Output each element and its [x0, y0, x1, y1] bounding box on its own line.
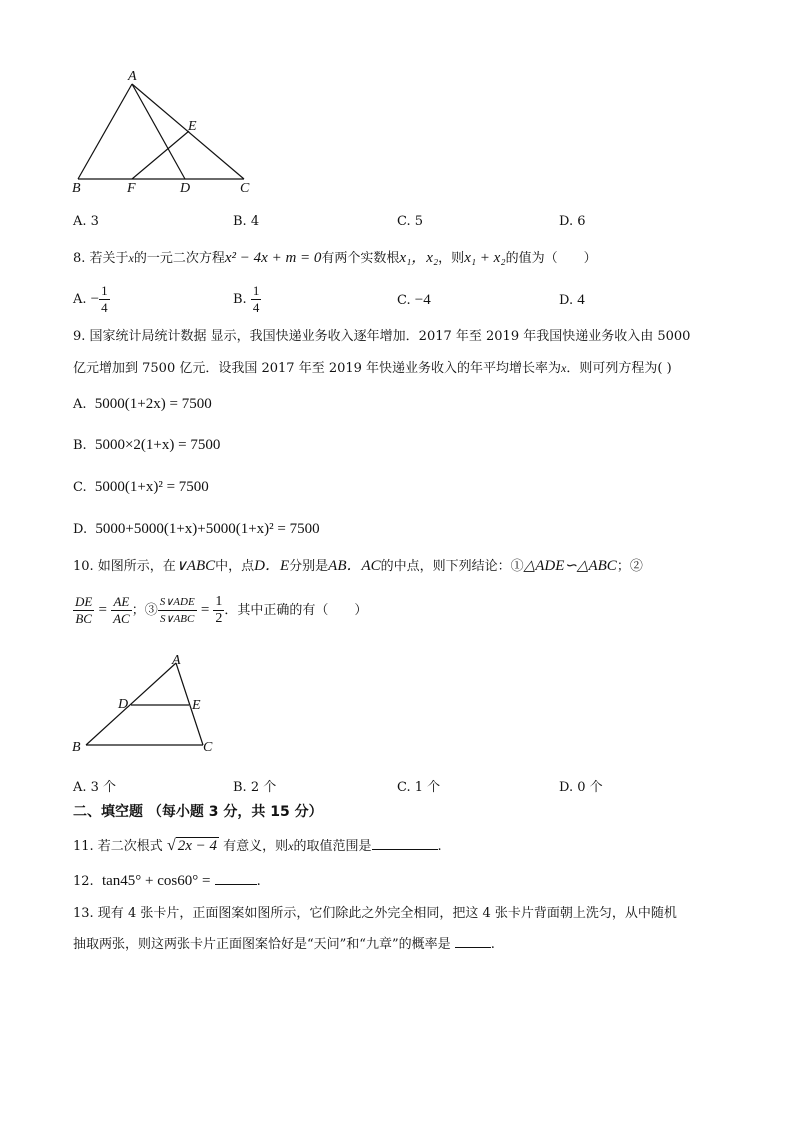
fraction-ae-ac: $\frac{AE}{AC}$ — [113, 594, 130, 626]
q11-answer-blank[interactable] — [372, 849, 438, 850]
q10-option-c: C. 1 个 — [397, 780, 441, 795]
q11: 11. 若二次根式 √ 2x − 4 有意义，则x的取值范围是 . — [73, 837, 442, 854]
section-title-fill-in: 二、填空题 （每小题 3 分，共 15 分） — [73, 804, 323, 820]
q8-text1: 的一元二次方程 — [133, 251, 225, 266]
q8-expr: x₁ + x₂ — [464, 250, 506, 266]
q9-option-d: D. 5000+5000(1+x)+5000(1+x)² = 7500 — [73, 521, 320, 537]
q8-text2: 有两个实数根 — [321, 251, 400, 266]
q7-option-c: C. 5 — [397, 214, 424, 229]
figure-triangle-abc-2 — [68, 650, 228, 760]
q9-option-a: A. 5000(1+2x) = 7500 — [73, 396, 212, 412]
q12-expression: tan45° + cos60° = — [101, 873, 211, 889]
q10-option-a: A. 3 个 — [73, 780, 117, 795]
q8-option-a: A. − $\frac{1}{4}$ — [73, 283, 108, 315]
q10-option-b: B. 2 个 — [233, 780, 277, 795]
q13-line2: 抽取两张，则这两张卡片正面图案恰好是“天问”和“九章”的概率是 . — [73, 937, 495, 952]
label-E: E — [188, 119, 197, 134]
q8-option-b: B. $\frac{1}{4}$ — [233, 283, 260, 315]
q12: 12. tan45° + cos60° = . — [73, 873, 261, 889]
q8-prefix: 8. 若关于 — [73, 251, 129, 266]
radical-sign: √ — [166, 837, 176, 854]
label-A: A — [172, 653, 181, 668]
q9-option-c: C. 5000(1+x)² = 7500 — [73, 479, 209, 495]
q8-equation: x² − 4x + m = 0 — [224, 250, 322, 266]
q8-roots: x₁，x₂ — [399, 250, 439, 266]
fraction-de-bc: $\frac{DE}{BC}$ — [75, 594, 93, 626]
q8-var: x — [128, 251, 134, 265]
q8-option-d: D. 4 — [559, 292, 585, 308]
q12-answer-blank[interactable] — [215, 884, 257, 885]
fraction-one-half: $\frac{1}{2}$ — [215, 594, 223, 626]
q7-option-a: A. 3 — [73, 214, 99, 229]
label-C: C — [240, 181, 250, 196]
q10-line2: $\frac{DE}{BC}$ = $\frac{AE}{AC}$ ；③ $\frac{\text{S∨ADE}}{\text{S∨ABC}}$ = $\frac{1}{2}$ ．其中正确的有（ ） — [75, 594, 368, 626]
q7-option-b: B. 4 — [233, 214, 260, 229]
q8-text4: 的值为（ ） — [505, 251, 597, 266]
q8-option-b-fraction: $\frac{1}{4}$ — [252, 283, 260, 315]
fraction-area-ratio: $\frac{\text{S∨ADE}}{\text{S∨ABC}}$ — [159, 596, 195, 625]
q8-option-a-fraction: $\frac{1}{4}$ — [101, 283, 108, 315]
label-F: F — [127, 181, 136, 196]
q10-line1: 10. 如图所示，在∨ABC中，点D．E分别是AB．AC的中点，则下列结论：①△ADE∽△ABC；② — [73, 558, 643, 574]
label-D: D — [118, 697, 129, 712]
label-B: B — [72, 181, 81, 196]
label-B: B — [72, 740, 81, 755]
label-D: D — [180, 181, 191, 196]
q7-option-d: D. 6 — [559, 214, 586, 229]
label-C: C — [203, 740, 213, 755]
q9-option-b: B. 5000×2(1+x) = 7500 — [73, 437, 221, 453]
label-A: A — [128, 69, 137, 84]
label-E: E — [192, 698, 201, 713]
q9-line2: 亿元增加到 7500 亿元．设我国 2017 年至 2019 年快递业务收入的年平均增长率为x．则可列方程为( ) — [73, 361, 672, 376]
figure-triangle-abc-1 — [70, 66, 260, 196]
q13-line1: 13. 现有 4 张卡片，正面图案如图所示，它们除此之外完全相同，把这 4 张卡片背面朝上洗匀，从中随机 — [73, 906, 677, 921]
q13-answer-blank[interactable] — [455, 947, 491, 948]
q11-radicand: 2x − 4 — [177, 838, 218, 854]
q8-stem — [73, 249, 597, 268]
q10-option-d: D. 0 个 — [559, 780, 603, 795]
q8-text3: ，则 — [438, 251, 465, 266]
q9-line1: 9. 国家统计局统计数据 显示，我国快递业务收入逐年增加．2017 年至 2019 年我国快递业务收入由 5000 — [73, 329, 691, 344]
q8-option-c: C. −4 — [397, 292, 431, 308]
